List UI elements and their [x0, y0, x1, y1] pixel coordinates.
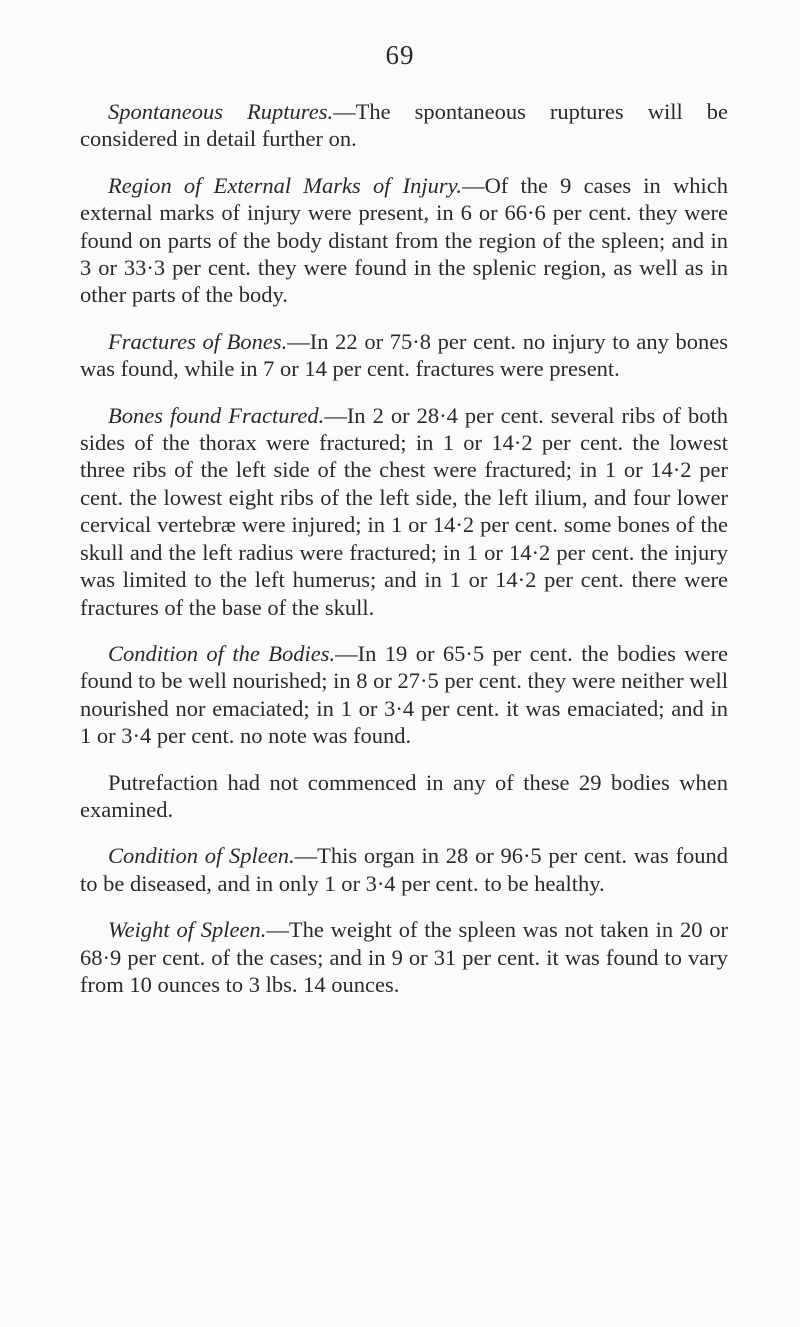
body-text	[80, 98, 728, 998]
paragraph-heading: Condition of Spleen.	[108, 843, 295, 869]
page-number: 69	[385, 40, 415, 70]
paragraph-text: —The spontaneous ruptures will be considered in detail further on.	[80, 99, 729, 152]
paragraph-spontaneous-ruptures	[80, 98, 728, 153]
paragraph-condition-of-bodies	[80, 640, 728, 750]
paragraph-text: —Of the 9 cases in which external marks of injury were present, in 6 or 66·6 per cent. they were found on parts of the body distant from the region of the spleen; and in 3 or 33·3 per cent. they were found in the splenic region, as well as in other parts of the body.	[80, 172, 728, 308]
paragraph-putrefaction	[80, 769, 728, 824]
paragraph-text: —The weight of the spleen was not taken in 20 or 68·9 per cent. of the cases; and in 9 or 31 per cent. it was found to vary from 10 ounces to 3 lbs. 14 ounces.	[80, 917, 728, 997]
paragraph-region-external-marks	[80, 172, 728, 309]
paragraph-text: Putrefaction had not commenced in any of these 29 bodies when examined.	[80, 769, 728, 822]
paragraph-heading: Condition of the Bodies.	[108, 640, 336, 666]
paragraph-heading: Weight of Spleen.	[108, 917, 267, 943]
paragraph-text: —In 19 or 65·5 per cent. the bodies were found to be well nourished; in 8 or 27·5 per cent. they were neither well nourished nor emaciated; in 1 or 3·4 per cent. it was emaciated; and in 1 or 3·4 per cent. no note was found.	[80, 640, 728, 749]
paragraph-heading: Region of External Marks of Injury.	[108, 172, 463, 198]
paragraph-heading: Spontaneous Ruptures.	[108, 99, 334, 124]
paragraph-bones-found-fractured	[80, 402, 728, 621]
paragraph-condition-of-spleen	[80, 842, 728, 897]
paragraph-fractures-of-bones	[80, 328, 728, 383]
paragraph-text: —This organ in 28 or 96·5 per cent. was found to be diseased, and in only 1 or 3·4 per cent. to be healthy.	[80, 843, 728, 896]
paragraph-heading: Fractures of Bones.	[108, 328, 288, 354]
paragraph-text: —In 22 or 75·8 per cent. no injury to any bones was found, while in 7 or 14 per cent. fractures were present.	[80, 328, 728, 382]
paragraph-weight-of-spleen	[80, 916, 728, 998]
paragraph-text: —In 2 or 28·4 per cent. several ribs of both sides of the thorax were fractured; in 1 or 14·2 per cent. the lowest three ribs of the left side of the chest were fractured; in 1 or 14·2 per cent. the lowest eight ribs of the left side, the left ilium, and four lower cervical vertebræ were injured; in 1 or 14·2 per cent. some bones of the skull and the left radius were fractured; in 1 or 14·2 per cent. the injury was limited to the left humerus; and in 1 or 14·2 per cent. there were fractures of the base of the skull.	[80, 402, 729, 620]
paragraph-heading: Bones found Fractured.	[108, 402, 325, 428]
